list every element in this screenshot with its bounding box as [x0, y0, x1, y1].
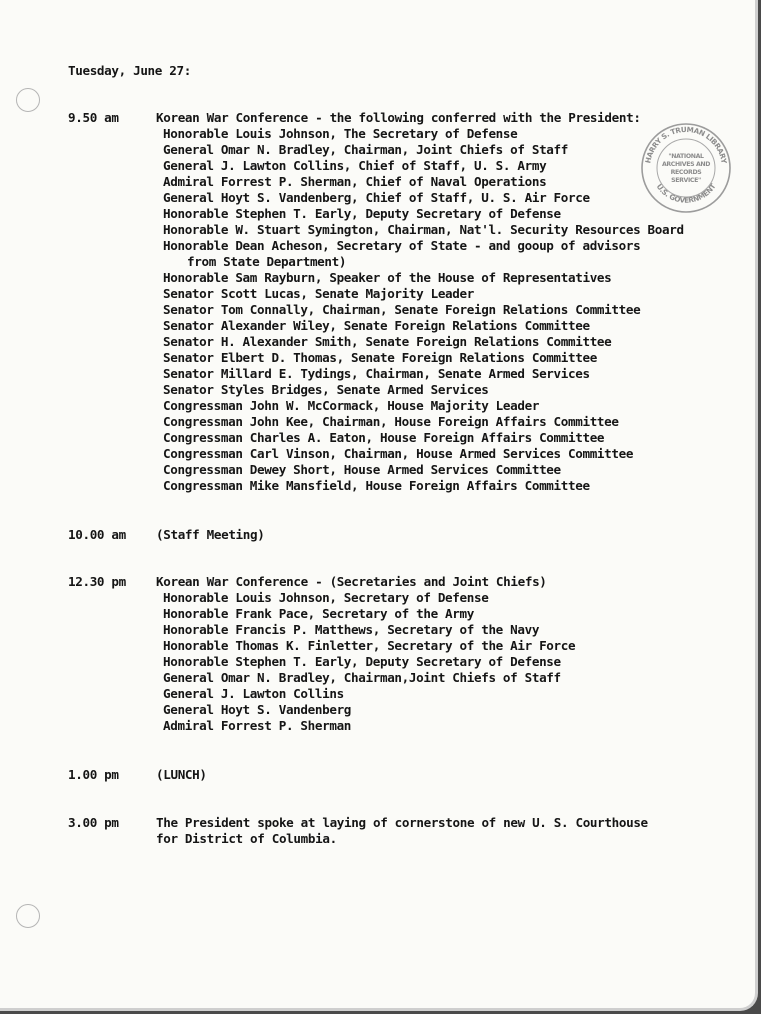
schedule-date: Tuesday, June 27:	[68, 63, 191, 78]
attendee-line: Honorable Louis Johnson, The Secretary of Defense	[163, 126, 518, 141]
svg-text:U.S. GOVERNMENT: U.S. GOVERNMENT	[654, 182, 718, 205]
entry-heading: Korean War Conference - (Secretaries and Joint Chiefs)	[156, 574, 547, 589]
attendee-line: Honorable W. Stuart Symington, Chairman, Nat'l. Security Resources Board	[163, 222, 684, 237]
entry-heading: (Staff Meeting)	[156, 527, 265, 542]
attendee-line: Honorable Dean Acheson, Secretary of State - and gooup of advisors	[163, 238, 641, 253]
entry-line: for District of Columbia.	[156, 831, 337, 846]
svg-text:"NATIONAL: "NATIONAL	[668, 153, 704, 160]
entry-time: 10.00 am	[68, 527, 126, 542]
archives-stamp	[640, 122, 732, 214]
punch-hole-top	[16, 88, 40, 112]
svg-text:ARCHIVES AND: ARCHIVES AND	[661, 161, 711, 168]
attendee-line: Congressman John Kee, Chairman, House Foreign Affairs Committee	[163, 414, 619, 429]
attendee-line: Honorable Stephen T. Early, Deputy Secretary of Defense	[163, 654, 561, 669]
attendee-line: General Hoyt S. Vandenberg, Chief of Staff, U. S. Air Force	[163, 190, 590, 205]
attendee-line: Senator Millard E. Tydings, Chairman, Senate Armed Services	[163, 366, 590, 381]
attendee-line: Honorable Louis Johnson, Secretary of Defense	[163, 590, 489, 605]
entry-time: 12.30 pm	[68, 574, 126, 589]
entry-time: 9.50 am	[68, 110, 119, 125]
entry-heading: (LUNCH)	[156, 767, 207, 782]
attendee-line: Admiral Forrest P. Sherman	[163, 718, 352, 733]
attendee-line: Congressman Dewey Short, House Armed Services Committee	[163, 462, 561, 477]
attendee-line: Congressman John W. McCormack, House Majority Leader	[163, 398, 540, 413]
attendee-line: Senator Elbert D. Thomas, Senate Foreign Relations Committee	[163, 350, 597, 365]
attendee-line: General J. Lawton Collins	[163, 686, 344, 701]
attendee-line: Senator Tom Connally, Chairman, Senate Foreign Relations Committee	[163, 302, 641, 317]
attendee-line: General Omar N. Bradley, Chairman,Joint Chiefs of Staff	[163, 670, 561, 685]
attendee-line: Honorable Frank Pace, Secretary of the Army	[163, 606, 474, 621]
attendee-line: Admiral Forrest P. Sherman, Chief of Naval Operations	[163, 174, 547, 189]
attendee-line: Congressman Charles A. Eaton, House Foreign Affairs Committee	[163, 430, 605, 445]
entry-heading: Korean War Conference - the following conferred with the President:	[156, 110, 641, 125]
attendee-line: General J. Lawton Collins, Chief of Staff, U. S. Army	[163, 158, 547, 173]
svg-text:HARRY S. TRUMAN LIBRARY: HARRY S. TRUMAN LIBRARY	[643, 124, 729, 165]
attendee-line: Honorable Sam Rayburn, Speaker of the House of Representatives	[163, 270, 612, 285]
attendee-line: Senator Alexander Wiley, Senate Foreign Relations Committee	[163, 318, 590, 333]
entry-heading: The President spoke at laying of cornerstone of new U. S. Courthouse	[156, 815, 648, 830]
svg-text:SERVICE": SERVICE"	[671, 177, 701, 184]
attendee-line: Senator Scott Lucas, Senate Majority Leader	[163, 286, 474, 301]
attendee-line: Senator Styles Bridges, Senate Armed Services	[163, 382, 489, 397]
attendee-line: Honorable Francis P. Matthews, Secretary of the Navy	[163, 622, 540, 637]
attendee-line: Honorable Stephen T. Early, Deputy Secretary of Defense	[163, 206, 561, 221]
attendee-line: Senator H. Alexander Smith, Senate Foreign Relations Committee	[163, 334, 612, 349]
attendee-line: Honorable Thomas K. Finletter, Secretary of the Air Force	[163, 638, 576, 653]
svg-text:RECORDS: RECORDS	[670, 169, 702, 176]
entry-time: 3.00 pm	[68, 815, 119, 830]
attendee-line: Congressman Carl Vinson, Chairman, House Armed Services Committee	[163, 446, 634, 461]
punch-hole-bottom	[16, 904, 40, 928]
attendee-line-continuation: from State Department)	[187, 254, 347, 269]
entry-time: 1.00 pm	[68, 767, 119, 782]
attendee-line: General Hoyt S. Vandenberg	[163, 702, 352, 717]
attendee-line: General Omar N. Bradley, Chairman, Joint Chiefs of Staff	[163, 142, 568, 157]
attendee-line: Congressman Mike Mansfield, House Foreign Affairs Committee	[163, 478, 590, 493]
